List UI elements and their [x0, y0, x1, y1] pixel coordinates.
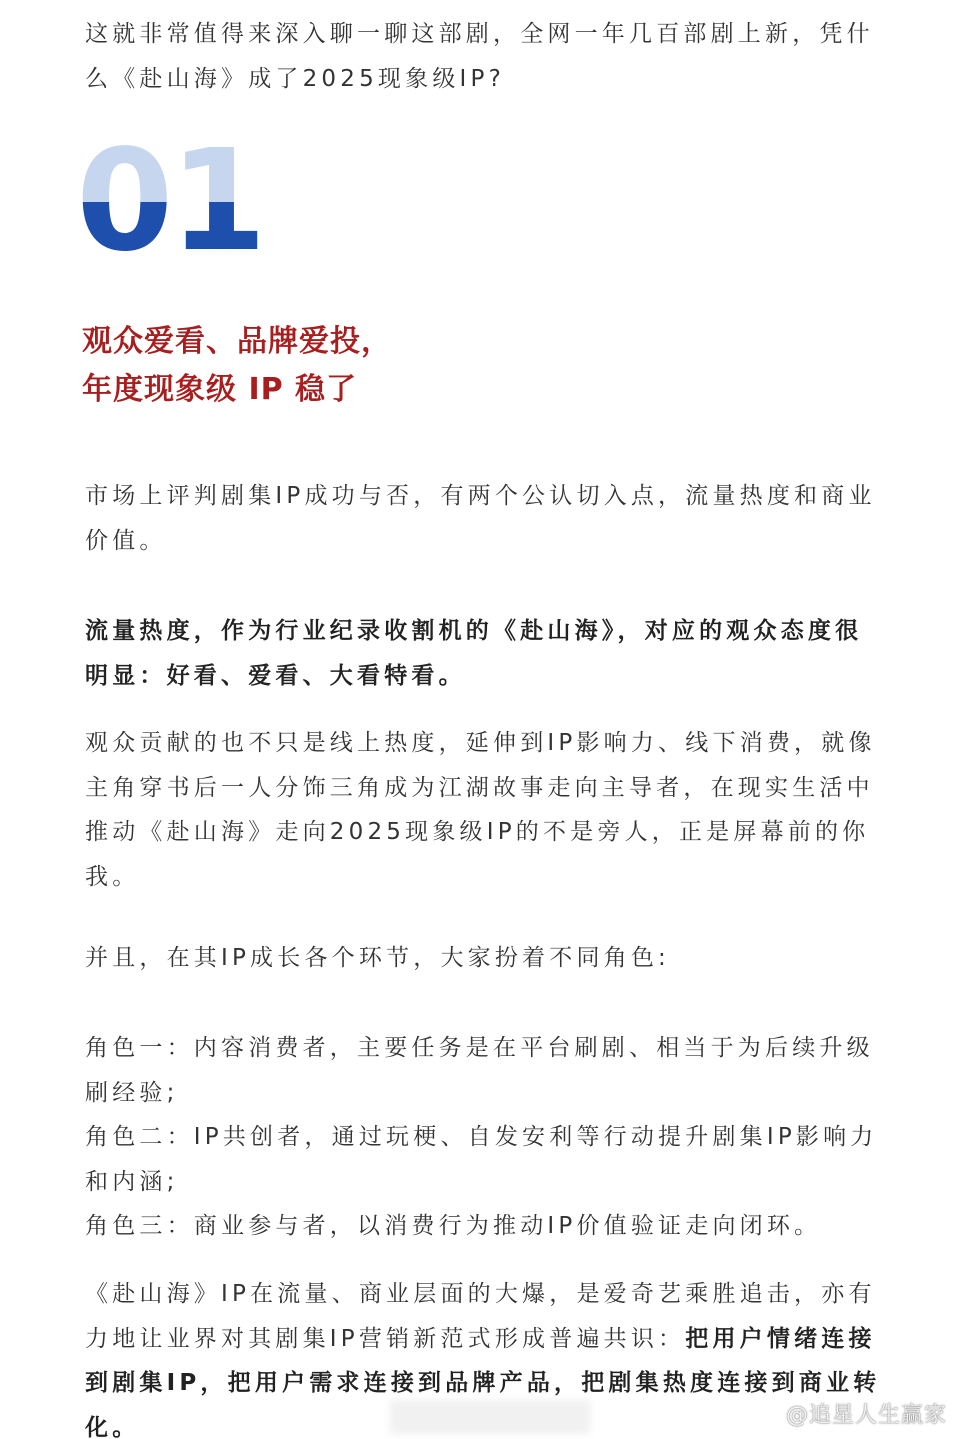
- heading-line: 年度现象级 IP 稳了: [82, 372, 358, 407]
- text-line: 刷经验;: [85, 1079, 179, 1106]
- text-line: 角色一：内容消费者，主要任务是在平台刷剧、相当于为后续升级: [85, 1035, 874, 1061]
- text-line: 我。: [85, 863, 140, 890]
- intro-paragraph: [85, 12, 874, 101]
- section-number: 01: [76, 120, 263, 283]
- blurred-region: [390, 1400, 590, 1434]
- bold-text: 把用户情绪连接: [685, 1325, 876, 1352]
- text-line: 观众贡献的也不只是线上热度，延伸到IP影响力、线下消费，就像: [85, 730, 876, 756]
- heading-line: 观众爱看、品牌爱投，: [82, 324, 392, 359]
- text-line: 主角穿书后一人分饰三角成为江湖故事走向主导者，在现实生活中: [85, 774, 874, 801]
- weibo-watermark: [786, 1398, 947, 1429]
- text-line: 流量热度，作为行业纪录收割机的《赴山海》，对应的观众态度很: [85, 618, 863, 644]
- text-line: 推动《赴山海》走向2025现象级IP的不是旁人，正是屏幕前的你: [85, 819, 870, 845]
- section-heading: [82, 318, 392, 414]
- paragraph-market: [85, 474, 876, 563]
- text-line: 力地让业界对其剧集IP营销新范式形成普遍共识：: [85, 1325, 686, 1352]
- text-line: 《赴山海》IP在流量、商业层面的大爆，是爱奇艺乘胜追击，亦有: [85, 1281, 876, 1307]
- text-line: 价值。: [85, 527, 167, 554]
- paragraph-traffic-bold: [85, 609, 862, 698]
- text-line: 角色二：IP共创者，通过玩梗、自发安利等行动提升剧集IP影响力: [85, 1124, 878, 1150]
- text-line: 并且，在其IP成长各个环节，大家扮着不同角色:: [85, 945, 671, 971]
- text-line: 和内涵;: [85, 1168, 179, 1195]
- text-line: 角色三：商业参与者，以消费行为推动IP价值验证走向闭环。: [85, 1213, 822, 1239]
- text-line: 这就非常值得来深入聊一聊这部剧，全网一年几百部剧上新，凭什: [85, 21, 874, 47]
- roles-list: [85, 1026, 878, 1249]
- watermark-text: @追星人生赢家: [785, 1403, 947, 1428]
- text-line: 市场上评判剧集IP成功与否，有两个公认切入点，流量热度和商业: [85, 483, 876, 509]
- bold-text-line: 化。: [85, 1414, 140, 1439]
- paragraph-roles-intro: [85, 936, 670, 981]
- bold-text-line: 到剧集IP，把用户需求连接到品牌产品，把剧集热度连接到商业转: [85, 1370, 881, 1396]
- paragraph-audience: [85, 721, 876, 899]
- text-line: 么《赴山海》成了2025现象级IP?: [85, 65, 505, 92]
- text-line: 明显：好看、爱看、大看特看。: [85, 662, 466, 689]
